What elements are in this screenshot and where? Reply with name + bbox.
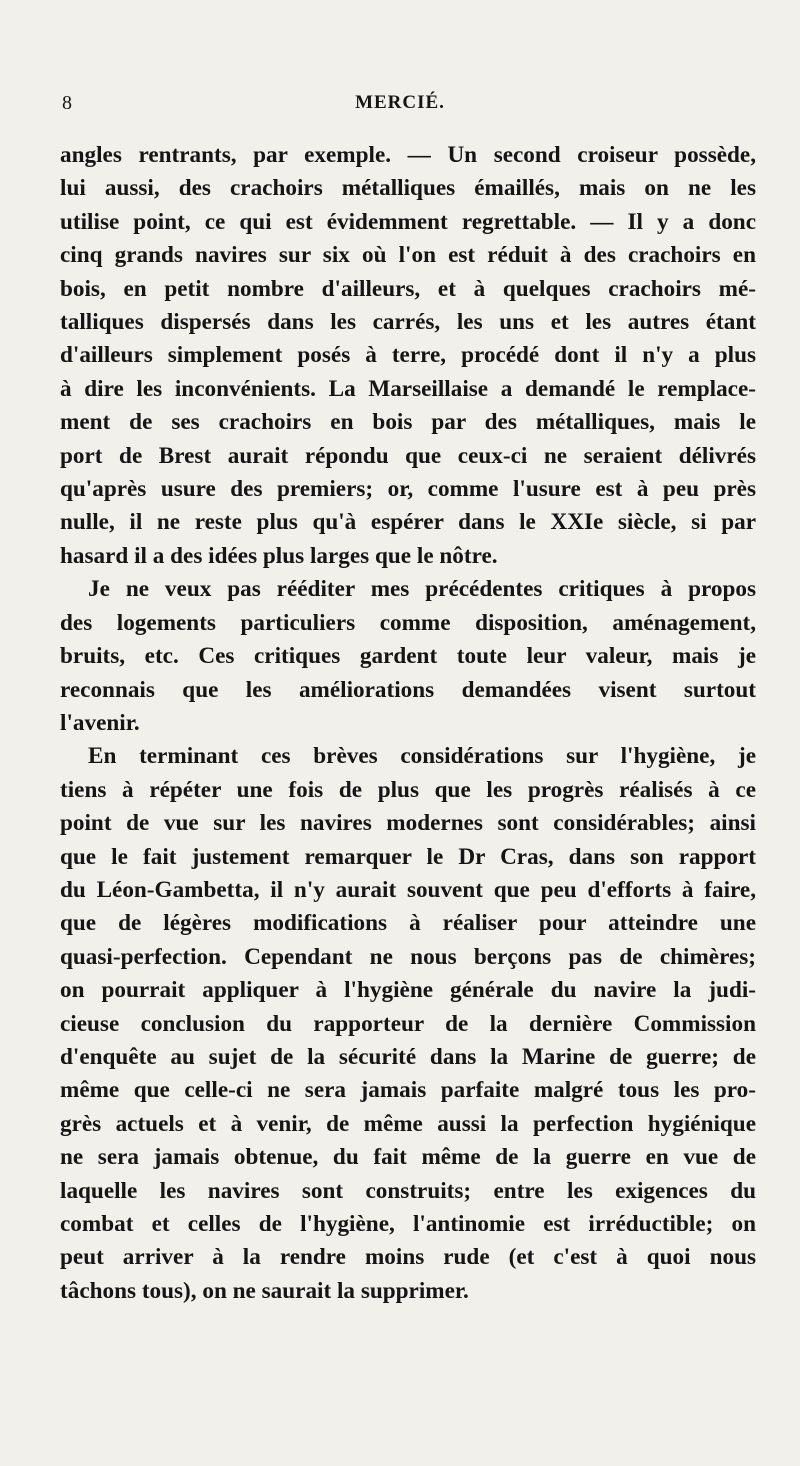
text-line: même que celle-ci ne sera jamais parfaite malgré tous les pro- [60, 1077, 756, 1104]
text-line: d'ailleurs simplement posés à terre, procédé dont il n'y a plus [60, 342, 756, 369]
text-line: laquelle les navires sont construits; entre les exigences du [60, 1177, 756, 1204]
text-line: grès actuels et à venir, de même aussi la perfection hygiénique [60, 1110, 756, 1137]
text-line: bois, en petit nombre d'ailleurs, et à quelques crachoirs mé- [60, 275, 756, 302]
text-line: tâchons tous), on ne saurait la supprimer. [60, 1277, 469, 1304]
text-line: utilise point, ce qui est évidemment regrettable. — Il y a donc [60, 208, 756, 235]
text-line: l'avenir. [60, 709, 140, 736]
text-line: combat et celles de l'hygiène, l'antinomie est irréductible; on [60, 1211, 756, 1237]
text-line: bruits, etc. Ces critiques gardent toute leur valeur, mais je [60, 643, 756, 670]
page-number: 8 [62, 92, 72, 114]
text-line: reconnais que les améliorations demandées visent surtout [60, 676, 756, 703]
text-line: des logements particuliers comme disposition, aménagement, [60, 609, 756, 636]
text-line: talliques dispersés dans les carrés, les uns et les autres étant [60, 309, 756, 336]
text-line: angles rentrants, par exemple. — Un second croiseur possède, [60, 142, 756, 168]
text-line: nulle, il ne reste plus qu'à espérer dans le XXIe siècle, si par [60, 509, 756, 536]
text-line: point de vue sur les navires modernes sont considérables; ainsi [60, 810, 756, 837]
text-line: quasi-perfection. Cependant ne nous berçons pas de chimères; [60, 943, 756, 970]
paragraph-1 [60, 139, 756, 573]
text-line: port de Brest aurait répondu que ceux-ci ne seraient délivrés [60, 442, 756, 469]
text-line: ne sera jamais obtenue, du fait même de la guerre en vue de [60, 1144, 756, 1171]
text-line: on pourrait appliquer à l'hygiène générale du navire la judi- [60, 977, 756, 1004]
text-line: Je ne veux pas rééditer mes précédentes critiques à propos [88, 576, 756, 603]
text-line: que de légères modifications à réaliser pour atteindre une [60, 910, 756, 937]
text-line: ment de ses crachoirs en bois par des métalliques, mais le [60, 409, 756, 436]
text-line: d'enquête au sujet de la sécurité dans la Marine de guerre; de [60, 1043, 756, 1070]
page-header [0, 92, 800, 122]
text-line: peut arriver à la rendre moins rude (et c'est à quoi nous [60, 1244, 756, 1271]
paragraph-2 [60, 573, 756, 740]
paragraph-3 [60, 740, 756, 1308]
text-line: à dire les inconvénients. La Marseillaise a demandé le remplace- [60, 375, 756, 402]
text-line: que le fait justement remarquer le Dr Cras, dans son rapport [60, 843, 756, 870]
text-line: cinq grands navires sur six où l'on est réduit à des crachoirs en [60, 242, 756, 269]
running-title: MERCIÉ. [355, 92, 445, 113]
body-text [60, 139, 756, 1308]
text-line: cieuse conclusion du rapporteur de la dernière Commission [60, 1010, 756, 1037]
text-line: lui aussi, des crachoirs métalliques émaillés, mais on ne les [60, 175, 756, 202]
text-line: hasard il a des idées plus larges que le nôtre. [60, 542, 498, 569]
text-line: tiens à répéter une fois de plus que les progrès réalisés à ce [60, 776, 756, 803]
text-line: En terminant ces brèves considérations sur l'hygiène, je [88, 743, 756, 770]
text-line: qu'après usure des premiers; or, comme l'usure est à peu près [60, 476, 756, 503]
text-line: du Léon-Gambetta, il n'y aurait souvent que peu d'efforts à faire, [60, 876, 756, 903]
